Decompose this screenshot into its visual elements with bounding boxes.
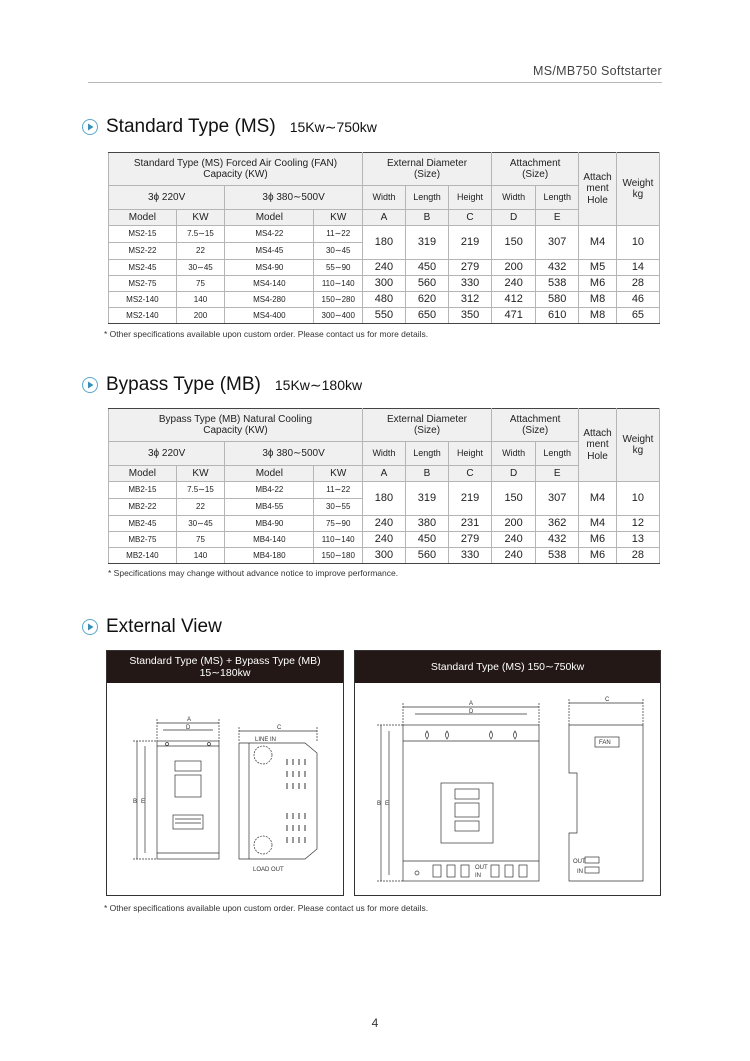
c-cell: 231 [449, 516, 492, 532]
kw-cell: 22 [176, 243, 224, 260]
kw-cell: 30∼45 [176, 260, 224, 276]
model-cell: MS2-45 [109, 260, 177, 276]
dim-label-a: A [469, 701, 474, 707]
e-cell: 432 [536, 260, 579, 276]
ms-capacity-header: Standard Type (MS) Forced Air Cooling (FAN) Capacity (KW) [109, 153, 363, 186]
dim-label-b: B [133, 799, 138, 805]
c-cell: 350 [449, 308, 492, 324]
play-bullet-icon [82, 619, 98, 635]
d-cell: 200 [492, 516, 536, 532]
weight-cell: 12 [616, 516, 659, 532]
ms-kw-header: KW [176, 210, 224, 226]
model-cell: MB2-22 [109, 499, 177, 516]
weight-cell: 13 [616, 532, 659, 548]
ms-length-header: Length [405, 186, 448, 210]
kw-cell: 7.5∼15 [176, 226, 224, 243]
b-cell: 319 [405, 482, 448, 516]
d-cell: 471 [492, 308, 536, 324]
b-cell: 650 [405, 308, 448, 324]
dim-label-e: E [141, 799, 146, 805]
b-cell: 450 [405, 532, 448, 548]
ms-width-header: Width [362, 186, 405, 210]
mb-model2-header: Model [225, 466, 314, 482]
kw-cell: 75∼90 [314, 516, 362, 532]
dim-label-d: D [186, 725, 191, 731]
hole-cell: M5 [579, 260, 617, 276]
weight-cell: 46 [616, 292, 659, 308]
kw-cell: 150∼180 [314, 548, 362, 564]
model-cell: MB4-140 [225, 532, 314, 548]
ms-e-header: E [536, 210, 579, 226]
mb-att-length-header: Length [536, 442, 579, 466]
fan-label: FAN [599, 740, 611, 746]
ms-note: * Other specifications available upon custom order. Please contact us for more details. [104, 329, 429, 339]
model-cell: MS4-90 [225, 260, 314, 276]
ms-section-subtitle: 15Kw∼750kw [289, 118, 377, 135]
d-cell: 150 [492, 226, 536, 260]
e-cell: 610 [536, 308, 579, 324]
kw-cell: 200 [176, 308, 224, 324]
ms-section-title: Standard Type (MS) [106, 116, 276, 137]
kw-cell: 11∼22 [314, 226, 362, 243]
ms-external-diameter-header: External Diameter (Size) [362, 153, 491, 186]
ms-spec-table [108, 152, 660, 324]
mb-section-heading [82, 372, 362, 398]
c-cell: 312 [449, 292, 492, 308]
model-cell: MS2-140 [109, 292, 177, 308]
b-cell: 560 [405, 548, 448, 564]
mb-d-header: D [492, 466, 536, 482]
a-cell: 240 [362, 532, 405, 548]
ms-model-header: Model [109, 210, 177, 226]
a-cell: 300 [362, 548, 405, 564]
ms-380v-header: 3ϕ 380∼500V [225, 186, 363, 210]
a-cell: 300 [362, 276, 405, 292]
model-cell: MS4-140 [225, 276, 314, 292]
page-number: 4 [371, 1016, 379, 1030]
hole-cell: M6 [579, 276, 617, 292]
model-cell: MB4-22 [225, 482, 314, 499]
b-cell: 620 [405, 292, 448, 308]
document-header-title: MS/MB750 Softstarter [533, 64, 662, 78]
model-cell: MS4-280 [225, 292, 314, 308]
kw-cell: 140 [176, 548, 224, 564]
a-cell: 240 [362, 260, 405, 276]
model-cell: MS4-45 [225, 243, 314, 260]
a-cell: 480 [362, 292, 405, 308]
in-label: IN [475, 873, 481, 879]
mb-spec-table [108, 408, 660, 564]
mb-height-header: Height [449, 442, 492, 466]
c-cell: 219 [449, 226, 492, 260]
table-row [109, 516, 660, 532]
d-cell: 240 [492, 548, 536, 564]
header-rule [88, 82, 662, 83]
ms-att-width-header: Width [492, 186, 536, 210]
ms-a-header: A [362, 210, 405, 226]
mb-kw2-header: KW [314, 466, 362, 482]
kw-cell: 110∼140 [314, 276, 362, 292]
mb-section-title: Bypass Type (MB) [106, 374, 261, 395]
model-cell: MB4-90 [225, 516, 314, 532]
weight-cell: 10 [616, 482, 659, 516]
ms-attach-hole-header: Attach ment Hole [579, 153, 617, 226]
mb-220v-header: 3ϕ 220V [109, 442, 225, 466]
side-in-label: IN [577, 869, 583, 875]
out-label: OUT [475, 865, 488, 871]
kw-cell: 30∼55 [314, 499, 362, 516]
load-out-label: LOAD OUT [253, 867, 284, 873]
table-row [109, 260, 660, 276]
d-cell: 200 [492, 260, 536, 276]
d-cell: 150 [492, 482, 536, 516]
d-cell: 240 [492, 276, 536, 292]
model-cell: MS2-15 [109, 226, 177, 243]
kw-cell: 300∼400 [314, 308, 362, 324]
mb-att-width-header: Width [492, 442, 536, 466]
play-bullet-icon [82, 377, 98, 393]
table-row [109, 548, 660, 564]
model-cell: MS4-400 [225, 308, 314, 324]
mb-weight-header: Weight kg [616, 409, 659, 482]
side-out-label: OUT [573, 859, 586, 865]
mb-e-header: E [536, 466, 579, 482]
line-in-label: LINE IN [255, 737, 277, 743]
kw-cell: 11∼22 [314, 482, 362, 499]
table-row [109, 532, 660, 548]
e-cell: 307 [536, 482, 579, 516]
hole-cell: M6 [579, 548, 617, 564]
a-cell: 550 [362, 308, 405, 324]
external-view-panel-right [354, 650, 661, 896]
weight-cell: 28 [616, 276, 659, 292]
ms-table-body [109, 226, 660, 324]
mb-length-header: Length [405, 442, 448, 466]
hole-cell: M4 [579, 482, 617, 516]
hole-cell: M6 [579, 532, 617, 548]
model-cell: MB4-180 [225, 548, 314, 564]
ext-section-title: External View [106, 616, 222, 637]
ms-weight-header: Weight kg [616, 153, 659, 226]
ms-att-length-header: Length [536, 186, 579, 210]
kw-cell: 110∼140 [314, 532, 362, 548]
kw-cell: 30∼45 [314, 243, 362, 260]
mb-kw-header: KW [176, 466, 224, 482]
model-cell: MB2-75 [109, 532, 177, 548]
ms-c-header: C [449, 210, 492, 226]
mb-380v-header: 3ϕ 380∼500V [225, 442, 363, 466]
weight-cell: 14 [616, 260, 659, 276]
model-cell: MB4-55 [225, 499, 314, 516]
table-row [109, 482, 660, 499]
hole-cell: M8 [579, 292, 617, 308]
c-cell: 219 [449, 482, 492, 516]
model-cell: MS2-140 [109, 308, 177, 324]
model-cell: MS4-22 [225, 226, 314, 243]
c-cell: 330 [449, 276, 492, 292]
panel-left-range: 15∼180kw [199, 667, 251, 679]
ms-220v-header: 3ϕ 220V [109, 186, 225, 210]
kw-cell: 22 [176, 499, 224, 516]
c-cell: 279 [449, 260, 492, 276]
panel-left-title: Standard Type (MS) + Bypass Type (MB) [129, 655, 321, 667]
model-cell: MS2-22 [109, 243, 177, 260]
mb-model-header: Model [109, 466, 177, 482]
dim-label-b: B [377, 801, 382, 807]
kw-cell: 140 [176, 292, 224, 308]
c-cell: 279 [449, 532, 492, 548]
e-cell: 432 [536, 532, 579, 548]
play-bullet-icon [82, 119, 98, 135]
panel-right-header [355, 651, 660, 683]
panel-left-header [107, 651, 343, 683]
table-row [109, 276, 660, 292]
mb-attachment-header: Attachment (Size) [492, 409, 579, 442]
mb-c-header: C [449, 466, 492, 482]
dim-label-c: C [277, 725, 282, 731]
e-cell: 538 [536, 276, 579, 292]
dim-label-a: A [187, 717, 192, 723]
kw-cell: 150∼280 [314, 292, 362, 308]
hole-cell: M4 [579, 226, 617, 260]
mb-section-subtitle: 15Kw∼180kw [274, 376, 363, 393]
e-cell: 538 [536, 548, 579, 564]
hole-cell: M4 [579, 516, 617, 532]
ms-large-outline-drawing [355, 683, 660, 895]
mb-note: * Specifications may change without advance notice to improve performance. [108, 568, 399, 578]
mb-width-header: Width [362, 442, 405, 466]
model-cell: MB2-140 [109, 548, 177, 564]
e-cell: 362 [536, 516, 579, 532]
weight-cell: 28 [616, 548, 659, 564]
model-cell: MS2-75 [109, 276, 177, 292]
a-cell: 240 [362, 516, 405, 532]
model-cell: MB2-45 [109, 516, 177, 532]
kw-cell: 75 [176, 276, 224, 292]
model-cell: MB2-15 [109, 482, 177, 499]
mb-table-body [109, 482, 660, 564]
e-cell: 307 [536, 226, 579, 260]
ext-section-heading [82, 614, 222, 640]
ms-attachment-header: Attachment (Size) [492, 153, 579, 186]
weight-cell: 65 [616, 308, 659, 324]
dim-label-c: C [605, 697, 610, 703]
ms-section-heading [82, 114, 377, 140]
b-cell: 450 [405, 260, 448, 276]
mb-external-diameter-header: External Diameter (Size) [362, 409, 491, 442]
weight-cell: 10 [616, 226, 659, 260]
table-row [109, 226, 660, 243]
b-cell: 380 [405, 516, 448, 532]
kw-cell: 30∼45 [176, 516, 224, 532]
b-cell: 319 [405, 226, 448, 260]
mb-b-header: B [405, 466, 448, 482]
ext-note: * Other specifications available upon custom order. Please contact us for more details. [104, 903, 429, 913]
mb-capacity-header: Bypass Type (MB) Natural Cooling Capacity (KW) [109, 409, 363, 442]
kw-cell: 7.5∼15 [176, 482, 224, 499]
d-cell: 240 [492, 532, 536, 548]
ms-d-header: D [492, 210, 536, 226]
e-cell: 580 [536, 292, 579, 308]
ms-height-header: Height [449, 186, 492, 210]
ms-mb-outline-drawing [107, 683, 343, 895]
kw-cell: 75 [176, 532, 224, 548]
dim-label-e: E [385, 801, 390, 807]
mb-attach-hole-header: Attach ment Hole [579, 409, 617, 482]
d-cell: 412 [492, 292, 536, 308]
table-row [109, 292, 660, 308]
ms-b-header: B [405, 210, 448, 226]
panel-right-title: Standard Type (MS) 150∼750kw [430, 661, 585, 673]
mb-a-header: A [362, 466, 405, 482]
a-cell: 180 [362, 482, 405, 516]
b-cell: 560 [405, 276, 448, 292]
external-view-panel-left [106, 650, 344, 896]
c-cell: 330 [449, 548, 492, 564]
table-row [109, 308, 660, 324]
a-cell: 180 [362, 226, 405, 260]
dim-label-d: D [469, 709, 474, 715]
ms-model2-header: Model [225, 210, 314, 226]
hole-cell: M8 [579, 308, 617, 324]
ms-kw2-header: KW [314, 210, 362, 226]
kw-cell: 55∼90 [314, 260, 362, 276]
